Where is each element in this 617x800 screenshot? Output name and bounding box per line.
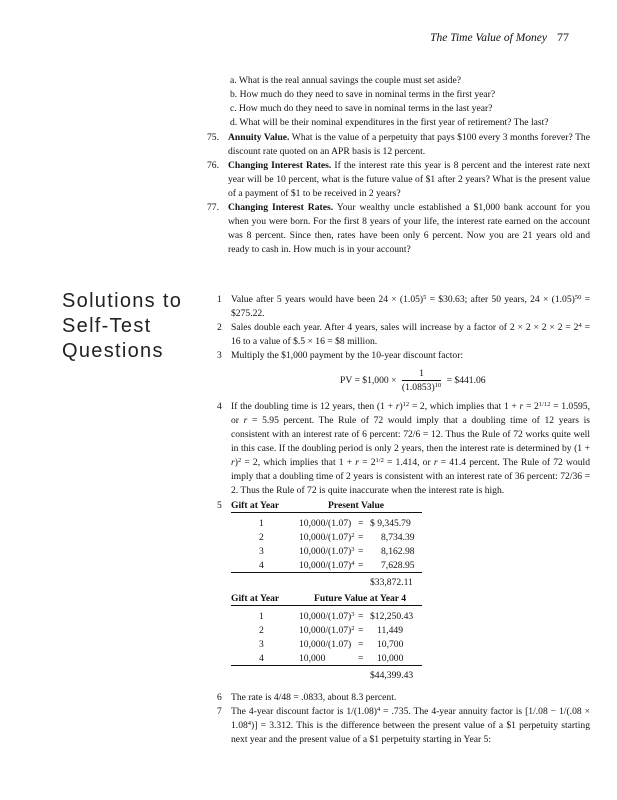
table-total: $33,872.11 [370, 577, 413, 588]
solution-text: = 1.0595, or [231, 401, 590, 426]
expression-cell [299, 517, 351, 531]
solution-number: 3 [217, 350, 222, 361]
subquestion-c: c. How much do they need to save in nominal terms in the last year? [230, 103, 493, 114]
formula-fraction [402, 368, 441, 394]
table-total: $44,399.43 [370, 670, 414, 681]
formula-numerator: 1 [402, 368, 441, 381]
problem-number: 76. [207, 160, 219, 171]
solution-text: Sales double each year. After 4 years, sales will increase by a factor of 2 × 2 × 2 × 2 = 2 [231, 322, 579, 333]
year-cell: 3 [259, 546, 264, 557]
solution-number: 2 [217, 322, 222, 333]
page-number: 77 [557, 30, 569, 44]
solution-text: = 2, which implies that 1 + [241, 457, 356, 468]
variable-r: r [243, 415, 248, 426]
solution-text: = 41.4 percent. The Rule of 72 would imply that a doubling time of 2 years is consistent with an interest rate of 36 percent: 72/36 = 2. Thus the Rule of 72 is quite inaccurate when the interest rate is high. [231, 457, 590, 496]
variable-r: r [355, 457, 359, 468]
solution-2 [217, 321, 590, 349]
exponent: 3 [351, 546, 355, 553]
value-cell: 7,628.95 [381, 560, 415, 571]
problem-number: 77. [207, 202, 219, 213]
solution-text: If the doubling time is 12 years, then (1 + [231, 401, 396, 412]
expression-cell [299, 638, 351, 652]
year-cell: 2 [259, 625, 264, 636]
column-header: Present Value [328, 500, 385, 511]
exponent: 12 [402, 401, 410, 408]
solution-4 [217, 400, 590, 498]
exponent: 4 [578, 322, 582, 329]
column-header: Future Value at Year 4 [314, 593, 407, 604]
solution-3 [217, 349, 590, 363]
solutions-block-3 [217, 691, 590, 747]
expression: 10,000/(1.07) [299, 546, 352, 557]
solution-text: The rate is 4/48 = .0833, about 8.3 percent. [231, 692, 397, 703]
exponent: 5 [423, 294, 427, 301]
exponent: 2 [237, 457, 242, 464]
problem-75 [207, 131, 590, 159]
solution-text: = .735. The 4-year annuity factor is [1/.08 − 1/(.08 × 1.08 [231, 706, 591, 731]
solution-number: 1 [217, 294, 222, 305]
section-heading-line-2: Self-Test [62, 315, 152, 337]
solution-number: 7 [217, 706, 222, 717]
exponent: 2 [351, 625, 355, 632]
problem-text: What is the value of a perpetuity that pays $100 every 3 months forever? The discount rate quoted on an APR basis is 12 percent. [228, 132, 590, 157]
year-cell: 4 [259, 560, 264, 571]
solution-text: = 5.95 percent. The Rule of 72 would imply that a doubling time of 12 years is consistent with an interest rate of 6 percent: 72/6 = 12. Thus the Rule of 72 works quite well in this case. If the doubling period is only 2 years, then the interest rate is determined by (1 + [231, 415, 591, 454]
equals-sign: = [358, 611, 364, 622]
exponent: 4 [351, 560, 355, 567]
problem-text: If the interest rate this year is 8 percent and the interest rate next year will be 10 percent, what is the future value of $1 after 2 years? What is the present value of a payment of $1 to be received in 2 years? [228, 160, 590, 199]
value-cell: 8,734.39 [381, 532, 415, 543]
expression: 10,000/(1.07) [299, 518, 352, 529]
equals-sign: = [358, 518, 364, 529]
equals-sign: = [358, 653, 364, 664]
expression: 10,000/(1.07) [299, 532, 352, 543]
solution-text: The 4-year discount factor is 1/(1.08) [231, 706, 377, 717]
solution-text: = $275.22. [231, 294, 590, 319]
value-cell: 8,162.98 [381, 546, 415, 557]
total-rule [231, 572, 422, 573]
exponent: 1/12 [538, 401, 551, 408]
value-cell: $12,250.43 [370, 611, 414, 622]
solutions-block-1 [217, 293, 590, 363]
equals-sign: = [358, 532, 364, 543]
year-cell: 2 [259, 532, 264, 543]
exponent: 50 [574, 294, 582, 301]
subquestion-b: b. How much do they need to save in nominal terms in the first year? [230, 89, 496, 100]
formula-lhs: PV = $1,000 × [340, 375, 397, 387]
expression-cell [299, 652, 325, 666]
value-cell: 11,449 [377, 625, 404, 636]
future-value-table [217, 592, 427, 682]
solution-text: )] = 3.312. This is the difference between the present value of a $1 perpetuity starting next year and the present value of a $1 perpetuity starting in Year 5: [231, 720, 590, 745]
solution-text: Multiply the $1,000 payment by the 10-year discount factor: [231, 350, 464, 361]
solution-text: = 2 [523, 401, 539, 412]
solution-6 [217, 691, 590, 705]
solution-text: = 1.414, or [383, 457, 434, 468]
exponent: 3 [351, 611, 355, 618]
equals-sign: = [358, 625, 364, 636]
equals-sign: = [358, 546, 364, 557]
problem-number: 75. [207, 132, 219, 143]
solution-text: ) [234, 457, 238, 468]
expression: 10,000/(1.07) [299, 611, 352, 622]
value-cell: 10,700 [377, 639, 404, 650]
header-rule [231, 605, 422, 606]
equals-sign: = [358, 639, 364, 650]
formula-denominator [402, 381, 441, 394]
exponent: 4 [377, 706, 381, 713]
solution-7 [217, 705, 590, 747]
variable-r: r [395, 401, 400, 412]
expression: 10,000 [299, 653, 326, 664]
subquestion-list [230, 74, 590, 130]
solution-text: = 2, which implies that 1 + [409, 401, 520, 412]
expression-cell [299, 531, 354, 545]
solution-number: 5 [217, 500, 222, 511]
section-heading-line-1: Solutions to [62, 290, 183, 312]
solution-1 [217, 293, 590, 321]
year-cell: 1 [259, 518, 264, 529]
problem-list [207, 131, 590, 257]
variable-r: r [433, 457, 438, 468]
variable-r: r [519, 401, 524, 412]
running-head [430, 30, 569, 45]
expression-cell [299, 559, 354, 573]
subquestion-d: d. What will be their nominal expenditures in the first year of retirement? The last? [230, 117, 549, 128]
value-cell: $ 9,345.79 [370, 518, 411, 529]
problem-text: Your wealthy uncle established a $1,000 bank account for you when you were born. For the first 8 years of your life, the interest rate earned on the account was 8 percent. Since then, rates have been only 6 percent. Now you are 21 years old and ready to cash in. How much is in your account? [228, 202, 590, 255]
header-rule [231, 512, 422, 513]
total-rule [231, 665, 422, 666]
expression-cell [299, 610, 354, 624]
exponent: 2 [351, 532, 355, 539]
problem-title: Changing Interest Rates. [228, 160, 332, 171]
year-cell: 4 [259, 653, 264, 664]
problem-76 [207, 159, 590, 201]
year-cell: 1 [259, 611, 264, 622]
column-header: Gift at Year [231, 500, 280, 511]
problem-77 [207, 201, 590, 257]
denominator-base: (1.0853) [401, 382, 435, 393]
variable-r: r [231, 457, 235, 468]
expression: 10,000/(1.07) [299, 560, 352, 571]
problem-title: Changing Interest Rates. [228, 202, 334, 213]
expression-cell [299, 624, 354, 638]
expression-cell [299, 545, 354, 559]
subquestion-a: a. What is the real annual savings the couple must set aside? [230, 75, 462, 86]
present-value-table [217, 499, 417, 589]
solution-number: 4 [217, 401, 222, 412]
section-heading-line-3: Questions [62, 340, 164, 362]
pv-formula [340, 368, 486, 394]
solution-text: = 16 to a value of $.5 × 16 = $8 million. [231, 322, 591, 347]
year-cell: 3 [259, 639, 264, 650]
equals-sign: = [358, 560, 364, 571]
exponent: 10 [434, 382, 442, 389]
expression: 10,000/(1.07) [299, 639, 352, 650]
solution-text: ) [399, 401, 403, 412]
value-cell: 10,000 [377, 653, 404, 664]
solution-text: Value after 5 years would have been 24 × (1.05) [231, 294, 424, 305]
section-heading [62, 289, 182, 364]
solutions-block-2 [217, 400, 590, 498]
problem-title: Annuity Value. [228, 132, 290, 143]
expression: 10,000/(1.07) [299, 625, 352, 636]
formula-rhs: = $441.06 [446, 375, 486, 387]
solution-number: 6 [217, 692, 222, 703]
exponent: 1/2 [375, 457, 384, 464]
solution-text: = $30.63; after 50 years, 24 × (1.05) [426, 294, 575, 305]
exponent: 4 [247, 720, 252, 727]
running-head-title: The Time Value of Money [430, 32, 547, 44]
solution-text: = 2 [359, 457, 376, 468]
column-header: Gift at Year [231, 593, 280, 604]
